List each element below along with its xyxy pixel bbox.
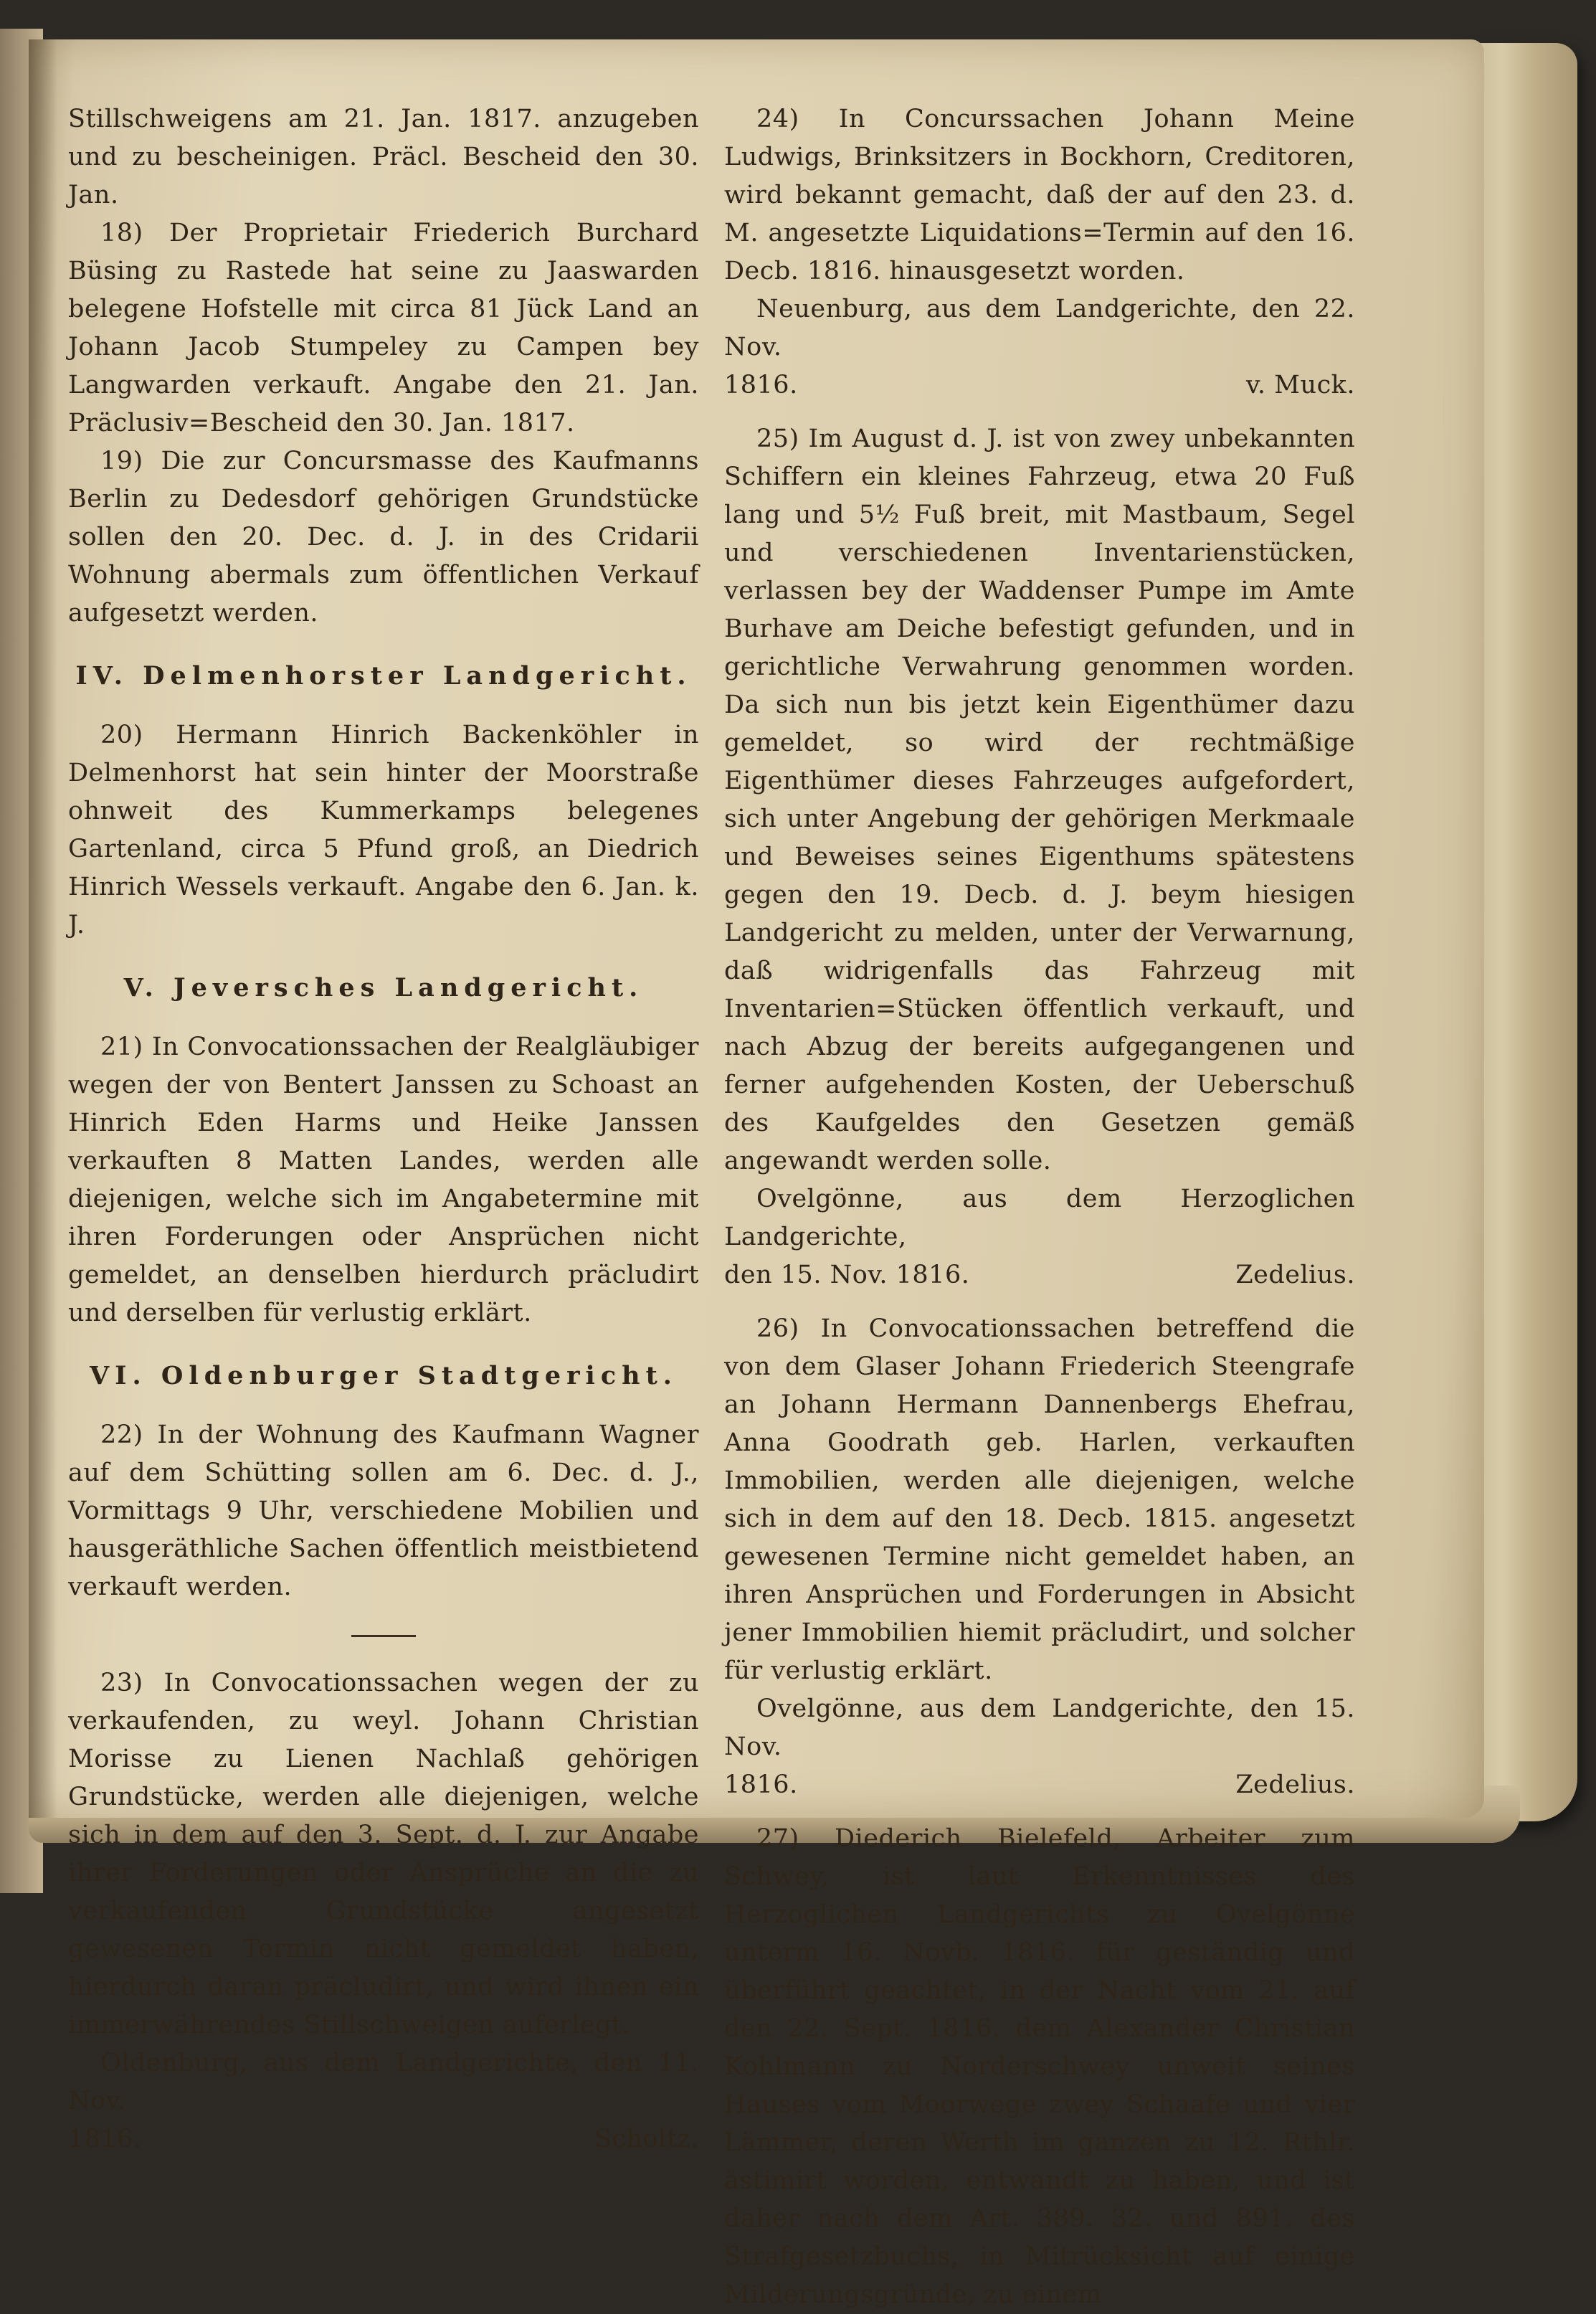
paragraph-24-signature: v. Muck. xyxy=(1245,371,1355,399)
paragraph-25: 25) Im August d. J. ist von zwey unbekannten Schiffern ein kleines Fahrzeug, etwa 20 Fuß lang und 5½ Fuß breit, mit Mastbaum, Segel und verschiedenen Inventarienstücken, verlassen bey der Waddenser Pumpe im Amte Burhave am Deiche befestigt gefunden, und in gerichtliche Verwahrung genommen worden. Da sich nun bis jetzt kein Eigenthümer dazu gemeldet, so wird der rechtmäßige Eigenthümer dieses Fahrzeuges aufgefordert, sich unter Angebung der gehörigen Merkmaale und Beweises seines Eigenthums spätestens gegen den 19. Decb. d. J. beym hiesigen Landgericht zu melden, unter der Verwarnung, daß widrigenfalls das Fahrzeug mit Inventarien=Stücken öffentlich verkauft, und nach Abzug der bereits aufgegangenen und ferner aufgehenden Kosten, der Ueberschuß des Kaufgeldes den Gesetzen gemäß angewandt werden solle. xyxy=(724,425,1355,1175)
paragraph-25-date: den 15. Nov. 1816. xyxy=(724,1261,970,1289)
paragraph-24-signature-line xyxy=(724,366,1355,404)
paragraph-18: 18) Der Proprietair Friederich Burchard Büsing zu Rastede hat seine zu Jaaswarden belegene Hofstelle mit circa 81 Jück Land an Johann Jacob Stumpeley zu Campen bey Langwarden verkauft. Angabe den 21. Jan. Präclusiv=Bescheid den 30. Jan. 1817. xyxy=(68,219,699,437)
paragraph-26-signature: Zedelius. xyxy=(1235,1770,1355,1799)
paragraph-19: 19) Die zur Concursmasse des Kaufmanns Berlin zu Dedesdorf gehörigen Grundstücke sollen den 20. Dec. d. J. in des Cridarii Wohnung abermals zum öffentlichen Verkauf aufgesetzt werden. xyxy=(68,447,699,627)
section-heading-vi: VI. Oldenburger Stadtgericht. xyxy=(90,1361,678,1390)
paragraph-21: 21) In Convocationssachen der Realgläubiger wegen der von Bentert Janssen zu Schoast an Hinrich Eden Harms und Heike Janssen verkauften 8 Matten Landes, werden alle diejenigen, welche sich im Angabetermine mit ihren Forderungen oder Ansprüchen nicht gemeldet, an denselben hierdurch präcludirt und derselben für verlustig erklärt. xyxy=(68,1033,699,1327)
paragraph-23-year: 1816. xyxy=(68,2125,142,2153)
paragraph-20: 20) Hermann Hinrich Backenköhler in Delmenhorst hat sein hinter der Moorstraße ohnweit des Kummerkamps belegenes Gartenland, circa 5 Pfund groß, an Diedrich Hinrich Wessels verkauft. Angabe den 6. Jan. k. J. xyxy=(68,721,699,939)
right-column xyxy=(724,100,1355,2314)
section-heading-v: V. Jeversches Landgericht. xyxy=(123,973,644,1002)
paragraph-26-signature-line xyxy=(724,1766,1355,1804)
paragraph-23-signature: Scholtz. xyxy=(594,2125,699,2153)
paragraph-24-place: Neuenburg, aus dem Landgerichte, den 22. Nov. xyxy=(724,295,1355,361)
book-page-stack-edge xyxy=(1470,43,1577,1821)
paragraph-24: 24) In Concurssachen Johann Meine Ludwigs, Brinksitzers in Bockhorn, Creditoren, wird bekannt gemacht, daß der auf den 23. d. M. angesetzte Liquidations=Termin auf den 16. Decb. 1816. hinausgesetzt worden. xyxy=(724,105,1355,285)
page-gutter-shadow xyxy=(29,39,57,1818)
paragraph-25-place: Ovelgönne, aus dem Herzoglichen Landgerichte, xyxy=(724,1185,1355,1251)
left-column xyxy=(68,100,699,2158)
paragraph-26-place: Ovelgönne, aus dem Landgerichte, den 15. Nov. xyxy=(724,1694,1355,1761)
paragraph-intro: Stillschweigens am 21. Jan. 1817. anzugeben und zu bescheinigen. Präcl. Bescheid den 30. Jan. xyxy=(68,105,699,209)
paragraph-26: 26) In Convocationssachen betreffend die von dem Glaser Johann Friederich Steengrafe an Johann Hermann Dannenbergs Ehefrau, Anna Goodrath geb. Harlen, verkauften Immobilien, werden alle diejenigen, welche sich in dem auf den 18. Decb. 1815. angesetzt gewesenen Termine nicht gemeldet haben, an ihren Ansprüchen und Forderungen in Absicht jener Immobilien hiemit präcludirt, und solcher für verlustig erklärt. xyxy=(724,1314,1355,1685)
paragraph-25-signature: Zedelius. xyxy=(1235,1261,1355,1289)
paragraph-23-signature-line xyxy=(68,2120,699,2158)
paragraph-24-year: 1816. xyxy=(724,371,798,399)
paragraph-23-place: Oldenburg, aus dem Landgerichte, den 11. Nov. xyxy=(68,2049,699,2115)
paragraph-22: 22) In der Wohnung des Kaufmann Wagner auf dem Schütting sollen am 6. Dec. d. J., Vormittags 9 Uhr, verschiedene Mobilien und hausgeräthliche Sachen öffentlich meistbietend verkauft werden. xyxy=(68,1421,699,1601)
section-heading-iv: IV. Delmenhorster Landgericht. xyxy=(75,661,692,691)
paragraph-23: 23) In Convocationssachen wegen der zu verkaufenden, zu weyl. Johann Christian Morisse zu Lienen Nachlaß gehörigen Grundstücke, werden alle diejenigen, welche sich in dem auf den 3. Sept. d. J. zur Angabe ihrer Forderungen oder Ansprüche an die zu verkaufenden Grundstücke angesetzt gewesenen Termin nicht gemeldet haben, hierdurch daran präcludirt, und wird ihnen ein immerwährendes Stillschweigen auferlegt. xyxy=(68,1669,699,2039)
paragraph-25-signature-line xyxy=(724,1256,1355,1294)
paragraph-26-year: 1816. xyxy=(724,1770,798,1799)
paragraph-27: 27) Diederich Bielefeld, Arbeiter zum Schwey, ist laut Erkenntnisses des Herzoglichen Landgerichts zu Ovelgönne unterm 16. Novb. 1816. für geständig und überführt geachtet, in der Nacht vom 21. auf den 22. Sept. 1816. dem Alexander Christian Kohlmann zu Norderschwey unweit seines Hauses vom Moorwege zwey Schaafe und vier Lämmer, deren Werth im ganzen zu 12. Rthlr. ästimirt worden, entwandt zu haben, und ist daher nach dem Art. 389. 32. und 891. des Strafgesetzbuchs, in Mitrücksicht auf einige Milderungsgründe, zu einem xyxy=(724,1824,1355,2309)
section-divider-rule xyxy=(351,1635,416,1637)
